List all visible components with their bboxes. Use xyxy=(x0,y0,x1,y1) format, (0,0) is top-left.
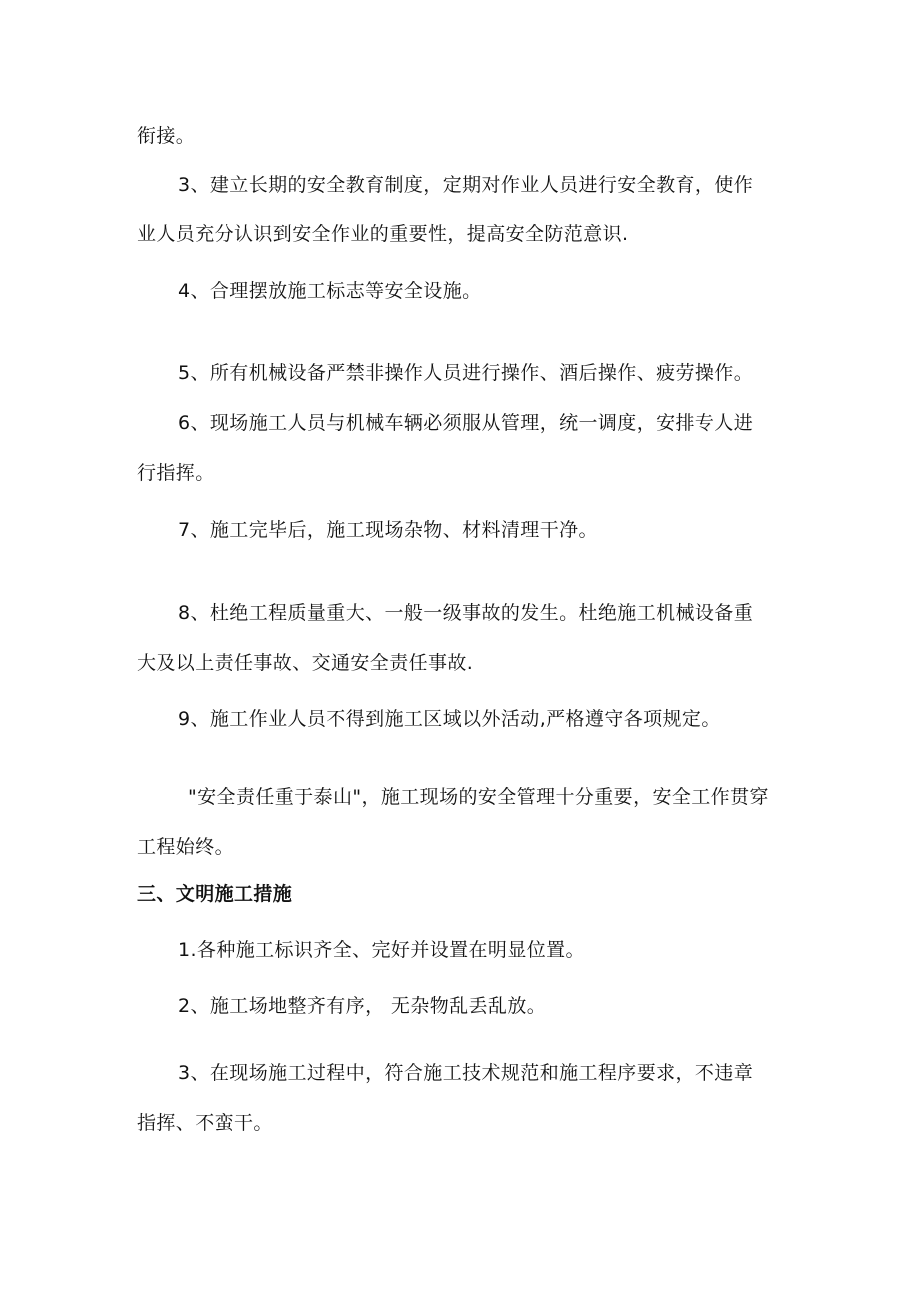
paragraph-line: 1.各种施工标识齐全、完好并设置在明显位置。 xyxy=(178,939,585,961)
paragraph-line: 6、现场施工人员与机械车辆必须服从管理，统一调度，安排专人进 xyxy=(178,412,754,434)
paragraph-line: 大及以上责任事故、交通安全责任事故. xyxy=(137,652,474,674)
paragraph-line: "安全责任重于泰山"，施工现场的安全管理十分重要，安全工作贯穿 xyxy=(188,786,769,808)
paragraph-line: 衔接。 xyxy=(137,125,196,147)
paragraph-line: 4、合理摆放施工标志等安全设施。 xyxy=(178,280,482,302)
paragraph-line: 8、杜绝工程质量重大、一般一级事故的发生。杜绝施工机械设备重 xyxy=(178,602,754,624)
paragraph-line: 3、建立长期的安全教育制度，定期对作业人员进行安全教育，使作 xyxy=(178,174,754,196)
paragraph-line: 7、施工完毕后，施工现场杂物、材料清理干净。 xyxy=(178,519,598,541)
section-heading: 三、文明施工措施 xyxy=(137,883,293,905)
paragraph-line: 业人员充分认识到安全作业的重要性，提高安全防范意识. xyxy=(137,223,629,245)
paragraph-line: 9、施工作业人员不得到施工区域以外活动,严格遵守各项规定。 xyxy=(178,708,721,730)
paragraph-line: 5、所有机械设备严禁非操作人员进行操作、酒后操作、疲劳操作。 xyxy=(178,362,754,384)
paragraph-line: 2、施工场地整齐有序， 无杂物乱丢乱放。 xyxy=(178,995,547,1017)
paragraph-line: 行指挥。 xyxy=(137,462,215,484)
paragraph-line: 工程始终。 xyxy=(137,836,235,858)
paragraph-line: 指挥、不蛮干。 xyxy=(137,1112,273,1134)
paragraph-line: 3、在现场施工过程中，符合施工技术规范和施工程序要求，不违章 xyxy=(178,1062,754,1084)
